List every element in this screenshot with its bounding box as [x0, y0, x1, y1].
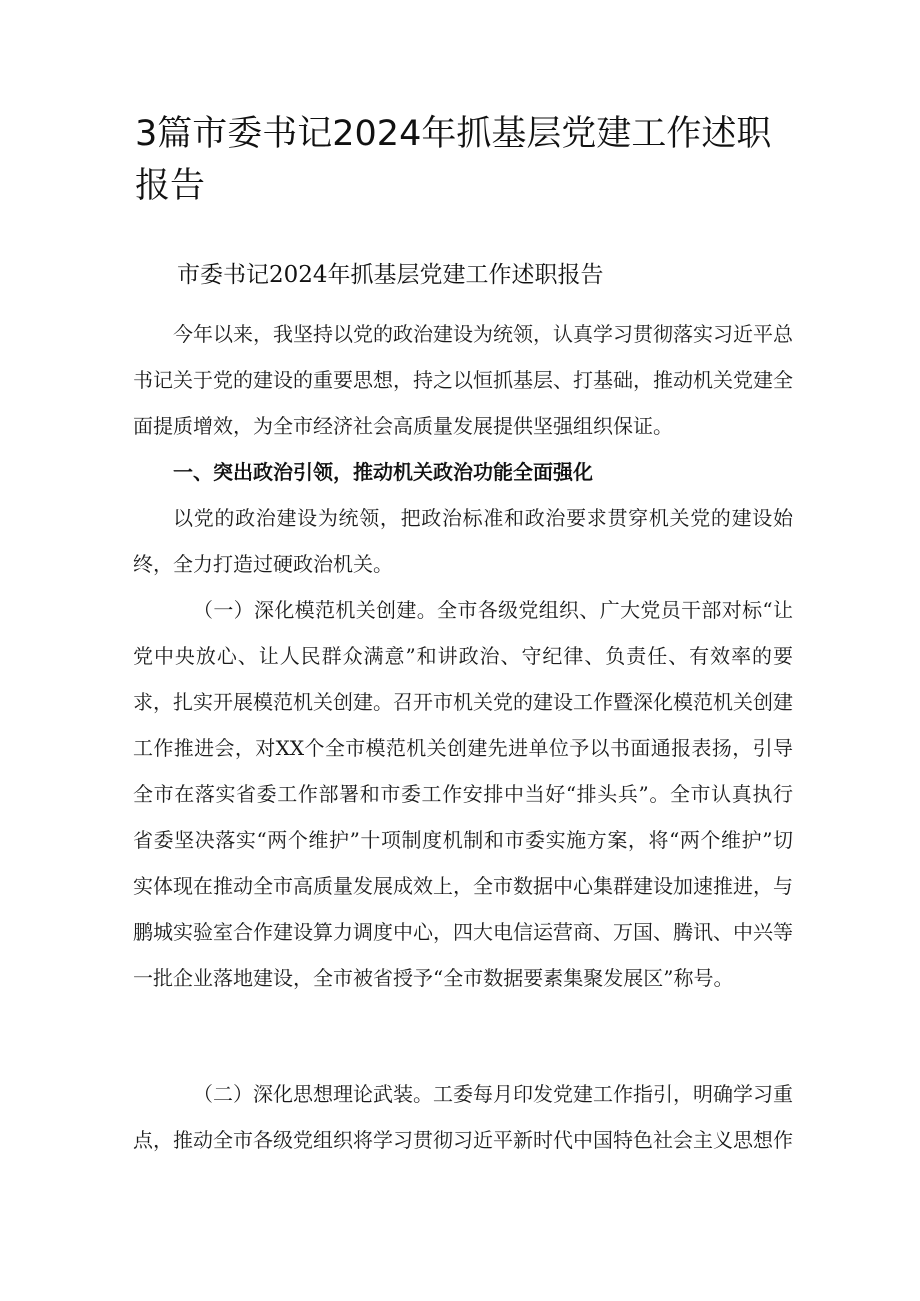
report-subtitle: 市委书记2024年抓基层党建工作述职报告 — [177, 262, 604, 288]
item-two-paragraph: （二）深化思想理论武装。工委每月印发党建工作指引，明确学习重点，推动全市各级党组织将学习贯彻习近平新时代中国特色社会主义思想作 — [133, 1082, 793, 1152]
document-title: 3篇市委书记2024年抓基层党建工作述职报告 — [135, 114, 772, 206]
item-one-paragraph: （一）深化模范机关创建。全市各级党组织、广大党员干部对标“让党中央放心、让人民群众满意”和讲政治、守纪律、负责任、有效率的要求，扎实开展模范机关创建。召开市机关党的建设工作暨深化模范机关创建工作推进会，对XX个全市模范机关创建先进单位予以书面通报表扬，引导全市在落实省委工作部署和市委工作安排中当好“排头兵”。全市认真执行省委坚决落实“两个维护”十项制度机制和市委实施方案，将“两个维护”切实体现在推动全市高质量发展成效上，全市数据中心集群建设加速推进，与鹏城实验室合作建设算力调度中心，四大电信运营商、万国、腾讯、中兴等一批企业落地建设，全市被省授予“全市数据要素集聚发展区”称号。 — [133, 598, 793, 990]
section-one-intro-paragraph: 以党的政治建设为统领，把政治标准和政治要求贯穿机关党的建设始终，全力打造过硬政治机关。 — [133, 506, 793, 576]
section-one-heading: 一、突出政治引领，推动机关政治功能全面强化 — [173, 460, 593, 484]
intro-paragraph: 今年以来，我坚持以党的政治建设为统领，认真学习贯彻落实习近平总书记关于党的建设的重要思想，持之以恒抓基层、打基础，推动机关党建全面提质增效，为全市经济社会高质量发展提供坚强组织保证。 — [133, 322, 793, 438]
